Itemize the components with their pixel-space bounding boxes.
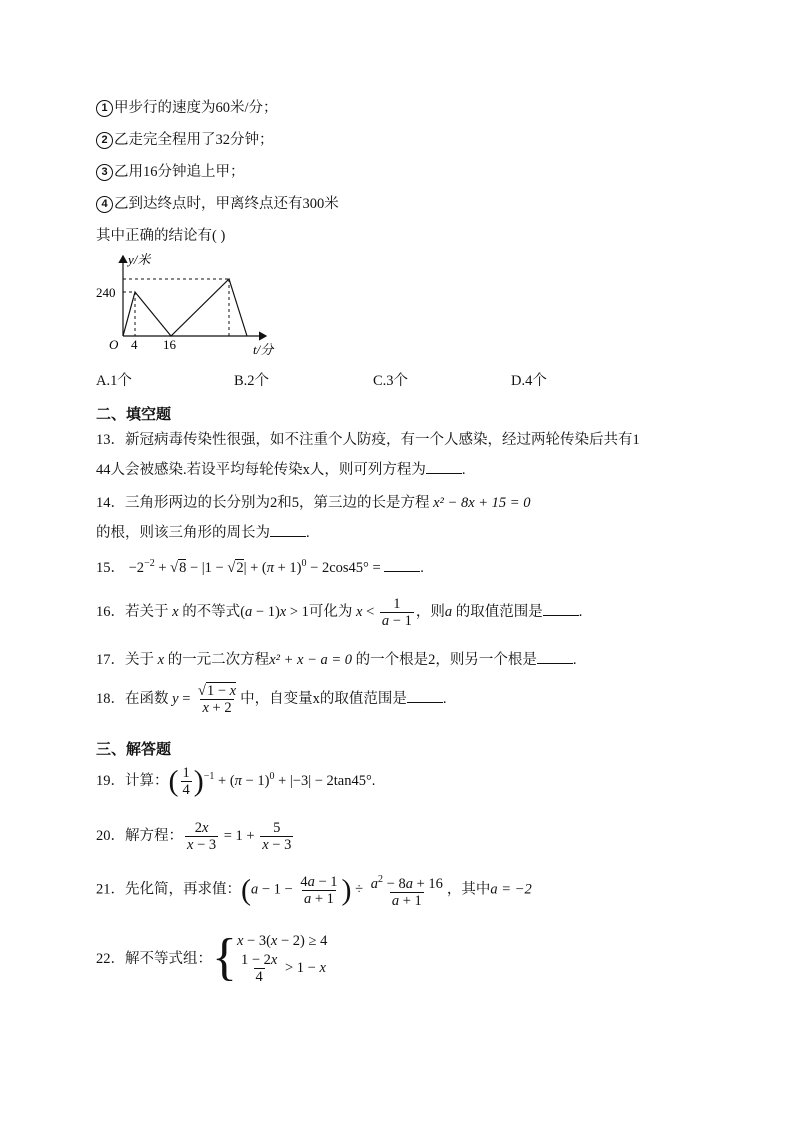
q15: 15． $-2^{-2} + √8 - |1 - √2| + (\pi + 1)^0 - 2\cos 45^\circ$ = .	[96, 558, 424, 576]
statement-1: 1 甲步行的速度为60米/分；	[96, 96, 278, 117]
q19: 19．计算：( $\frac{1}{4}$ )$^{-1} + (\pi - 1)^0 + |-3| - 2\tan 45^\circ$.	[96, 764, 376, 798]
y-tick-240: 240	[96, 285, 116, 300]
x-tick-16: 16	[163, 337, 176, 352]
answer-blank	[384, 557, 420, 572]
section-heading-fill-in: 二、填空题	[96, 405, 172, 423]
q16: 16．若关于 x 的不等式(a − 1)x > 1可化为 x < $\frac{1}{a - 1}$ ，则a 的取值范围是 .	[96, 596, 583, 629]
option-d: D.4个	[511, 373, 547, 389]
q14-line2: 的根，则该三角形的周长为 .	[96, 521, 310, 542]
circle-number-1: 1	[96, 100, 113, 117]
q21: 21．先化简，再求值：(a − 1 − $\frac{4a - 1}{a + 1}$ ) ÷ $\frac{a^2 - 8a + 16}{a + 1}$ ，其中a = −2	[96, 873, 532, 909]
circle-number-4: 4	[96, 196, 113, 213]
q18: 18．在函数 y = $\frac{√1 - x}{x + 2}$ 中，自变量x的取值范围是 .	[96, 683, 447, 716]
option-b: B.2个	[234, 373, 270, 389]
q22: 22．解不等式组： { x − 3(x − 2) ≥ 4 $\frac{1 - 2x}{4}$ > 1 − x	[96, 928, 328, 986]
option-c: C.3个	[373, 373, 409, 389]
option-a: A.1个	[96, 373, 132, 389]
circle-number-3: 3	[96, 164, 113, 181]
answer-blank	[407, 688, 443, 703]
q17: 17．关于 x 的一元二次方程x² + x − a = 0 的一个根是2，则另一个根是 .	[96, 648, 577, 669]
answer-blank	[543, 601, 579, 616]
circle-number-2: 2	[96, 132, 113, 149]
statement-3: 3 乙用16分钟追上甲；	[96, 160, 245, 181]
x-tick-4: 4	[131, 337, 138, 352]
statement-2: 2 乙走完全程用了32分钟；	[96, 128, 274, 149]
section-heading-solve: 三、解答题	[96, 740, 172, 758]
distance-time-graph	[96, 250, 286, 360]
statement-4: 4 乙到达终点时，甲离终点还有300米	[96, 192, 339, 213]
question-stem: 其中正确的结论有( )	[96, 228, 226, 244]
q20: 20．解方程： $\frac{2x}{x - 3}$ = 1 + $\frac{5}{x - 3}$	[96, 820, 292, 853]
system-brace: {	[212, 928, 237, 986]
answer-blank	[426, 459, 462, 474]
x-axis-label: t/分	[253, 342, 274, 357]
q14-line1: 14．三角形两边的长分别为2和5，第三边的长是方程 x² − 8x + 15 = 0	[96, 495, 531, 511]
origin-label: O	[109, 337, 119, 352]
answer-blank	[270, 522, 306, 537]
q13-line1: 13．新冠病毒传染性很强，如不注重个人防疫，有一个人感染，经过两轮传染后共有1	[96, 432, 640, 448]
y-axis-label: y/米	[128, 252, 151, 267]
graph-line	[123, 279, 247, 336]
answer-blank	[537, 649, 573, 664]
q13-line2: 44人会被感染.若设平均每轮传染x人，则可列方程为 .	[96, 458, 466, 479]
